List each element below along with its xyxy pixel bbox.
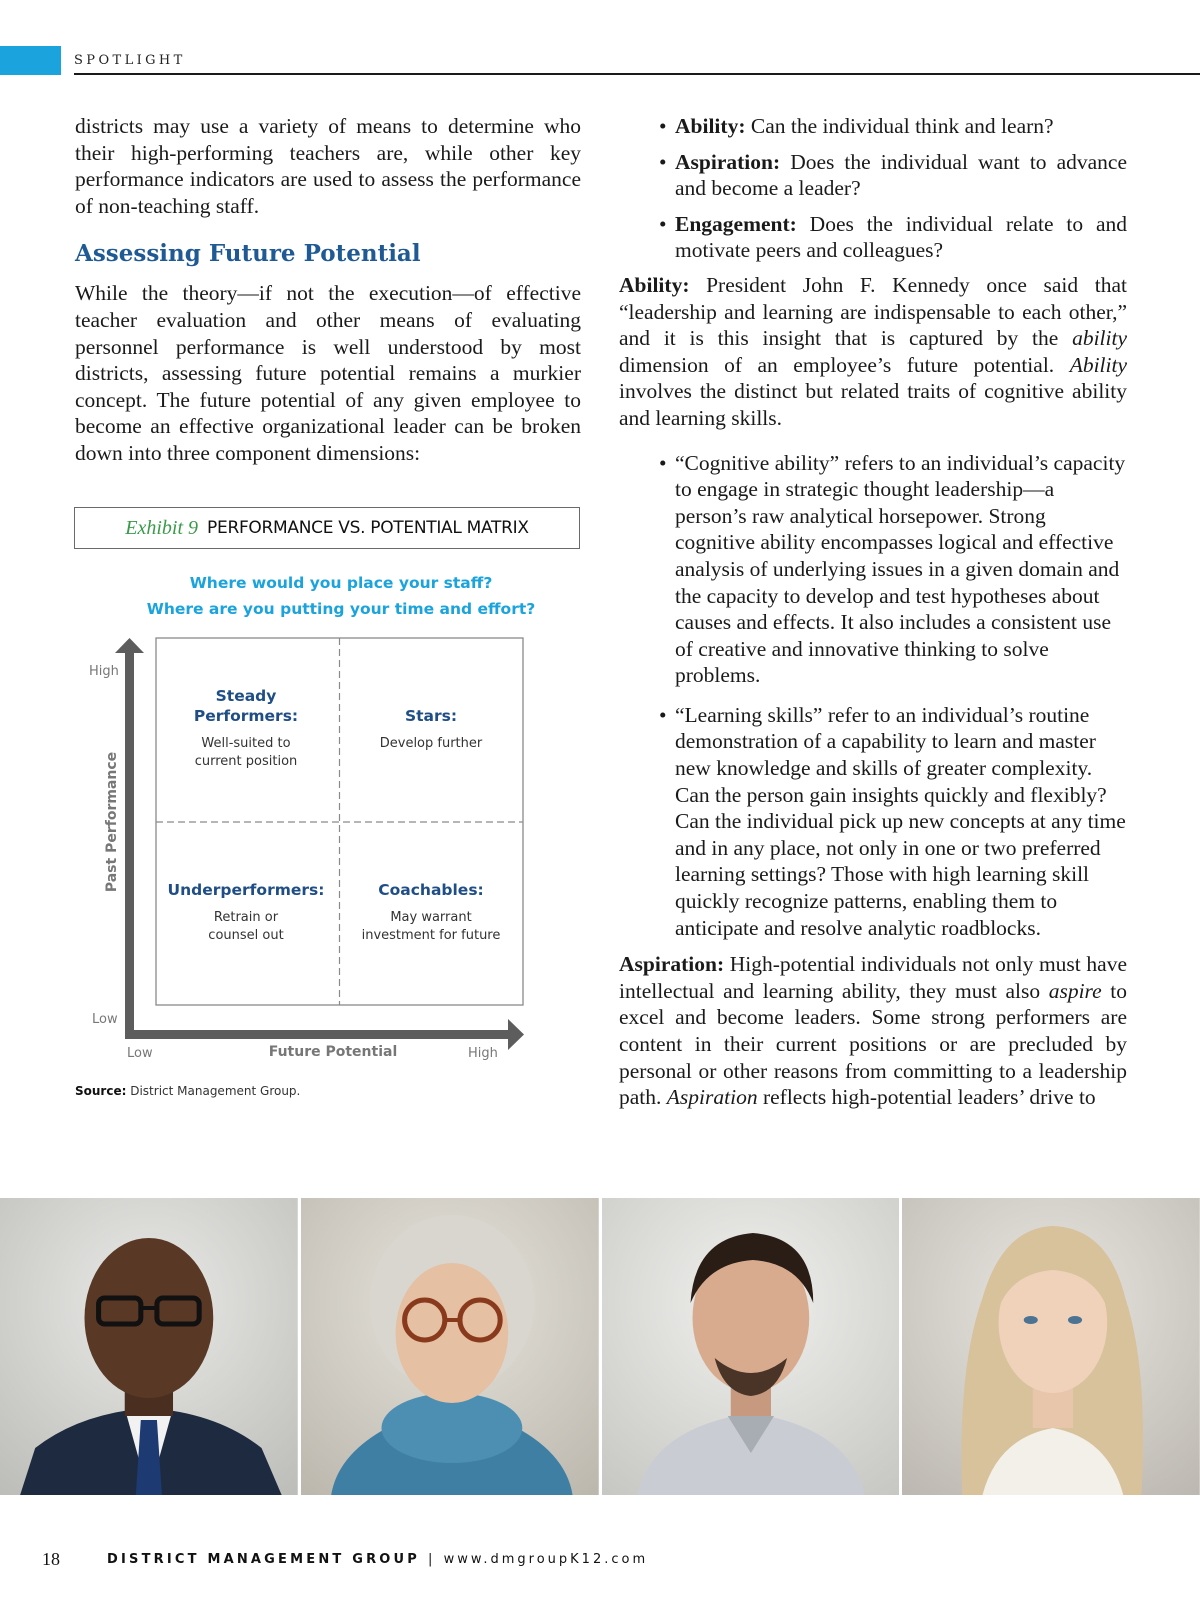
learning-skills-bullet bbox=[619, 702, 1127, 941]
y-axis-arrowhead bbox=[115, 638, 144, 653]
header-rule bbox=[74, 73, 1200, 75]
portrait-photo-young-man bbox=[602, 1198, 900, 1495]
source-label: Source: bbox=[75, 1084, 127, 1098]
quadrant-stars-title: Stars: bbox=[404, 707, 458, 725]
bullet-term: Ability: bbox=[675, 114, 746, 138]
quadrant-coachables-desc-1: May warrant bbox=[390, 910, 472, 925]
quadrant-steady-title-2: Performers: bbox=[193, 707, 299, 725]
y-high-label: High bbox=[89, 664, 119, 679]
learning-skills-text: “Learning skills” refer to an individual’s routine demonstration of a capability to learn and master new knowledge and skills of greater complexity. Can the person gain insights quickly and flexibly? Can the individual pick up new concepts at any time and in any place, not only in one or two preferred learning settings? Those with high learning skill quickly recognize patterns, enabling them to anticipate and resolve analytic roadblocks. bbox=[675, 702, 1126, 940]
ability-term: Ability: bbox=[619, 272, 690, 297]
bullet-text: Does the individual want to advance and become a leader? bbox=[675, 149, 1128, 201]
portrait-photo-man-glasses bbox=[0, 1198, 298, 1495]
dimension-bullet-aspiration bbox=[619, 149, 1127, 202]
exhibit-number: Exhibit 9 bbox=[125, 516, 199, 539]
footer-organization: DISTRICT MANAGEMENT GROUP bbox=[107, 1552, 421, 1567]
quadrant-underperformers-desc-1: Retrain or bbox=[213, 910, 279, 925]
question-2: Where are you putting your time and effort? bbox=[146, 600, 536, 618]
ability-text-2: dimension of an employee’s future potential. bbox=[619, 352, 1055, 377]
footer-separator: | bbox=[428, 1552, 436, 1567]
portrait-photo-blonde-woman bbox=[902, 1198, 1200, 1495]
bullet-dot: • bbox=[659, 149, 667, 174]
cognitive-ability-text: “Cognitive ability” refers to an individual’s capacity to engage in strategic thought leadership—a person’s raw analytical horsepower. Strong cognitive ability encompasses logical and effective analysis of underlying issues in a given domain and the capacity to develop and test hypotheses about causes and effects. It also includes a consistent use of creative and innovative thinking to solve problems. bbox=[675, 450, 1126, 688]
ability-paragraph bbox=[619, 272, 1127, 432]
x-axis-bar bbox=[125, 1030, 510, 1039]
aspiration-italic-2: Aspiration bbox=[666, 1085, 758, 1110]
x-low-label: Low bbox=[127, 1046, 153, 1061]
aspiration-paragraph bbox=[619, 951, 1127, 1111]
aspiration-text-3: reflects high-potential leaders’ drive to bbox=[762, 1085, 1096, 1110]
quadrant-coachables-title: Coachables: bbox=[378, 881, 484, 899]
footer bbox=[107, 1552, 648, 1567]
portrait-photo-older-woman bbox=[301, 1198, 599, 1495]
source-text: District Management Group. bbox=[130, 1084, 301, 1098]
footer-url-link[interactable]: www.dmgroupK12.com bbox=[443, 1552, 649, 1567]
header-accent-block bbox=[0, 46, 61, 75]
left-column bbox=[75, 113, 581, 467]
aspiration-italic-1: aspire bbox=[1048, 978, 1102, 1003]
aspiration-text-1: High-potential individuals not only must have intellectual and learning ability, they must also bbox=[619, 952, 1127, 1003]
quadrant-stars-desc: Develop further bbox=[379, 736, 483, 751]
bullet-dot: • bbox=[659, 702, 667, 727]
cognitive-ability-bullet bbox=[619, 450, 1127, 689]
quadrant-steady-desc-1: Well-suited to bbox=[201, 736, 291, 751]
quadrant-steady-title-1: Steady bbox=[215, 687, 277, 705]
y-axis-title: Past Performance bbox=[104, 751, 120, 893]
exhibit-source bbox=[75, 1084, 300, 1098]
exhibit-title-box bbox=[74, 507, 580, 549]
y-low-label: Low bbox=[92, 1012, 118, 1027]
x-high-label: High bbox=[468, 1046, 498, 1061]
quadrant-steady-desc-2: current position bbox=[194, 754, 298, 769]
dimension-bullet-ability bbox=[619, 113, 1127, 140]
question-1: Where would you place your staff? bbox=[189, 574, 493, 592]
section-heading: Assessing Future Potential bbox=[75, 240, 421, 268]
bullet-dot: • bbox=[659, 450, 667, 475]
portrait-photo-strip bbox=[0, 1198, 1200, 1495]
intro-paragraph: districts may use a variety of means to determine who their high-performing teachers are, while other key performance indicators are used to assess the performance of non-teaching staff. bbox=[75, 114, 581, 218]
ability-italic-1: ability bbox=[1072, 326, 1127, 351]
bullet-dot: • bbox=[659, 211, 667, 236]
bullet-text: Does the individual relate to and motivate peers and colleagues? bbox=[675, 211, 1128, 263]
x-axis-arrowhead bbox=[508, 1019, 524, 1050]
exhibit-title: PERFORMANCE VS. POTENTIAL MATRIX bbox=[207, 518, 529, 538]
bullet-term: Aspiration: bbox=[675, 149, 781, 174]
quadrant-coachables-desc-2: investment for future bbox=[361, 928, 501, 943]
aspiration-text-2: to excel and become leaders. Some strong performers are content in their current positions or are precluded by personal or other reasons from committing to a leadership path. bbox=[619, 978, 1128, 1110]
bullet-dot: • bbox=[659, 114, 667, 138]
quadrant-underperformers-title: Underperformers: bbox=[167, 881, 325, 899]
ability-italic-2: Ability bbox=[1069, 352, 1128, 377]
bullet-term: Engagement: bbox=[675, 211, 797, 236]
x-axis-title: Future Potential bbox=[268, 1044, 398, 1060]
bullet-text: Can the individual think and learn? bbox=[750, 114, 1054, 138]
page-number: 18 bbox=[42, 1549, 60, 1569]
aspiration-term: Aspiration: bbox=[619, 952, 725, 977]
quadrant-underperformers-desc-2: counsel out bbox=[208, 928, 284, 943]
section-label: SPOTLIGHT bbox=[74, 53, 186, 68]
performance-potential-matrix bbox=[74, 560, 574, 1070]
right-column bbox=[619, 113, 1127, 1129]
ability-text-3: involves the distinct but related traits of cognitive ability and learning skills. bbox=[619, 379, 1127, 430]
body-paragraph: While the theory—if not the execution—of effective teacher evaluation and other means of evaluating personnel performance is well understood by most districts, assessing future potential remains a murkier concept. The future potential of any given employee to become an effective organizational leader can be broken down into three component dimensions: bbox=[75, 281, 581, 465]
dimension-bullet-engagement bbox=[619, 211, 1127, 264]
y-axis-bar bbox=[125, 652, 134, 1039]
ability-text-1: President John F. Kennedy once said that “leadership and learning are indispensable to each other,” and it is this insight that is captured by the bbox=[619, 272, 1127, 351]
